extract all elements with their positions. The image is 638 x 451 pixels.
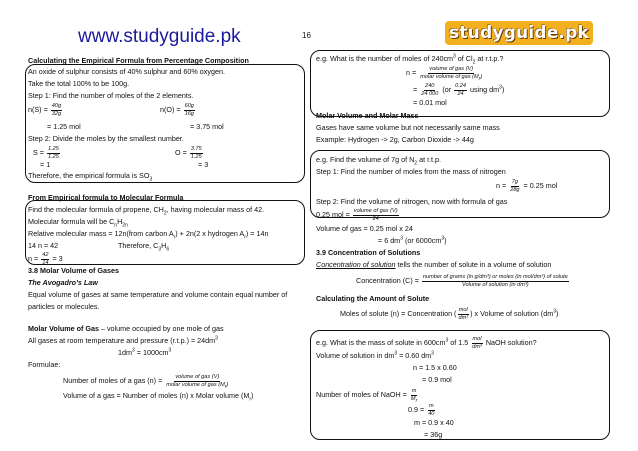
text-line: Step 1: Find the number of moles from the mass of nitrogen (316, 167, 506, 176)
result: = 36g (424, 430, 443, 439)
equation: n = 1.5 x 0.60 (413, 363, 457, 372)
studyguide-logo: studyguide.pk (445, 21, 593, 45)
fraction: $\frac{60g}{16g}$ (184, 103, 194, 117)
result: = 1 (40, 160, 51, 169)
section-title: Calculating the Amount of Solute (316, 294, 430, 303)
formula: Concentration (C) = $\frac{\text{number of grams (in g/dm³) or moles (in mol/dm³) of solute}}{\text{Volume of solution (in dm³)}}$ (356, 274, 568, 288)
equation: Number of moles of NaOH = $\frac{m}{M_r}$ (316, 388, 418, 404)
result: = 0.9 mol (422, 375, 452, 384)
text-line: Equal volume of gases at same temperature and volume contain equal number of (28, 290, 288, 299)
text-line: particles or molecules. (28, 302, 100, 311)
text-line: Step 2: Divide the moles by the smallest number. (28, 134, 184, 143)
equation: n(S) = $\frac{40g}{32g}$ (28, 103, 62, 117)
equation: n = $\frac{42}{14}$ = 3 (28, 252, 63, 266)
text-line: Take the total 100% to be 100g. (28, 79, 130, 88)
result: = 1.25 mol (47, 122, 81, 131)
text-line: Volume of solution in $dm^3 = 0.60$ $dm^3$ (316, 350, 435, 360)
result: = 3 (198, 160, 209, 169)
result: = 3.75 mol (190, 122, 224, 131)
equation: n(O) = $\frac{60g}{16g}$ (160, 103, 194, 117)
fraction: $\frac{\text{volume of gas (V)}}{24}$ (353, 208, 398, 222)
text-line: Molar Volume of Gas – volume occupied by one mole of gas (28, 324, 224, 333)
section-title: 3.9 Concentration of Solutions (316, 248, 421, 257)
equation: S = $\frac{1.25}{1.25}$ (33, 146, 59, 160)
text-line: Find the molecular formula of propene, $CH_2$, having molecular mass of 42. (28, 205, 265, 217)
formula: Moles of solute (n) = Concentration ( $\frac{\text{mol}}{\text{dm³}}$ ) x Volume of solution $(dm^3)$ (340, 307, 559, 321)
fraction: $\frac{\text{volume of gas (V)}}{molar volume of gas (M_r)}$ (166, 374, 229, 390)
section-title: 3.8 Molar Volume of Gases (28, 266, 119, 275)
formula: Volume of a gas = Number of moles (n) x Molar volume $(M_r)$ (63, 391, 254, 403)
text-line: $1dm^3 = 1000cm^3$ (118, 347, 172, 357)
text-line: Relative molecular mass = 12n(from carbon $A_r) + 2n(2$ x hydrogen $A_r) = 14n$ (28, 229, 269, 241)
formula: Number of moles of a gas (n) = $\frac{\text{volume of gas (V)}}{molar volume of gas (M_r)}$ (63, 374, 229, 390)
result: = 0.01 mol (413, 98, 447, 107)
text-line: e.g. Find the volume of 7g of $N_2$ at r.t.p. (316, 155, 442, 167)
fraction: $\frac{40g}{32g}$ (51, 103, 62, 117)
equation: 0.25 mol = $\frac{\text{volume of gas (V)}}{24}$ (316, 208, 398, 222)
fraction: $\frac{m}{40}$ (428, 403, 435, 417)
fraction: $\frac{42}{14}$ (42, 252, 49, 266)
text-line: Step 1: Find the number of moles of the 2 elements. (28, 91, 194, 100)
section-title: Molar Volume and Molar Mass (316, 111, 419, 120)
text-line: Therefore, the empirical formula is $SO_3$ (28, 171, 153, 183)
equation: n = $\frac{7g}{28g}$ = 0.25 mol (496, 179, 558, 193)
text-line: All gases at room temperature and pressure $(r.t.p.) = 24dm^3$ (28, 335, 218, 345)
section-title: Calculating the Empirical Formula from Percentage Composition (28, 56, 249, 65)
fraction: $\frac{\text{mol}}{\text{dm³}}$ (472, 336, 482, 350)
text-line: Example: Hydrogen -> 2g, Carbon Dioxide -> 44g (316, 135, 474, 144)
subsection-title: The Avogadro’s Law (28, 278, 98, 287)
equation: O = $\frac{3.75}{1.25}$ (175, 146, 202, 160)
fraction: $\frac{1.25}{1.25}$ (48, 146, 59, 160)
text-line: Gases have same volume but not necessarily same mass (316, 123, 500, 132)
text-line: e.g. What is the number of moles of $240cm^3$ of $Cl_2$ at r.t.p.? (316, 53, 504, 66)
text-line: Formulae: (28, 360, 61, 369)
fraction: $\frac{240}{24 000}$ (421, 83, 439, 97)
result: = 6 $dm^3$ (or $6000cm^3$) (378, 235, 447, 245)
formula: n = $\frac{\text{volume of gas (V)}}{molar volume of gas (M_r)}$ (406, 66, 483, 82)
text-line: Molecular formula will be $C_nH_{2n}$ (28, 217, 128, 229)
fraction: $\frac{0.24}{24}$ (455, 83, 466, 97)
fraction: $\frac{7g}{28g}$ (510, 179, 520, 193)
text-line: 14 n = 42 (28, 241, 59, 250)
text-line: e.g. What is the mass of solute in $600cm^3$ of 1.5 $\frac{\text{mol}}{\text{dm³}}$ NaOH solution? (316, 336, 537, 350)
formula: = $\frac{240}{24 000}$ (or $\frac{0.24}{24}$ using $dm^3$) (413, 83, 505, 97)
fraction: $\frac{\text{volume of gas (V)}}{molar volume of gas (M_r)}$ (420, 66, 483, 82)
text-line: Volume of gas = 0.25 mol x 24 (316, 224, 413, 233)
fraction: $\frac{\text{mol}}{\text{dm³}}$ (458, 307, 469, 321)
text-line: Concentration of solution tells the number of solute in a volume of solution (316, 260, 552, 269)
text-line: Step 2: Find the volume of nitrogen, now with formula of gas (316, 197, 508, 206)
fraction: $\frac{m}{M_r}$ (410, 388, 418, 404)
text-line: Therefore, $C_3H_6$ (118, 241, 170, 253)
text-line: An oxide of sulphur consists of 40% sulphur and 60% oxygen. (28, 67, 225, 76)
site-url[interactable]: www.studyguide.pk (78, 26, 241, 47)
page-number: 16 (302, 31, 311, 40)
section-title: From Empirical formula to Molecular Formula (28, 193, 184, 202)
fraction: $\frac{3.75}{1.25}$ (190, 146, 202, 160)
equation: m = 0.9 x 40 (414, 418, 454, 427)
equation: 0.9 = $\frac{m}{40}$ (408, 403, 435, 417)
fraction: $\frac{\text{number of grams (in g/dm³) or moles (in mol/dm³) of solute}}{\text{Volume of solution (in dm³)}}$ (422, 274, 568, 288)
